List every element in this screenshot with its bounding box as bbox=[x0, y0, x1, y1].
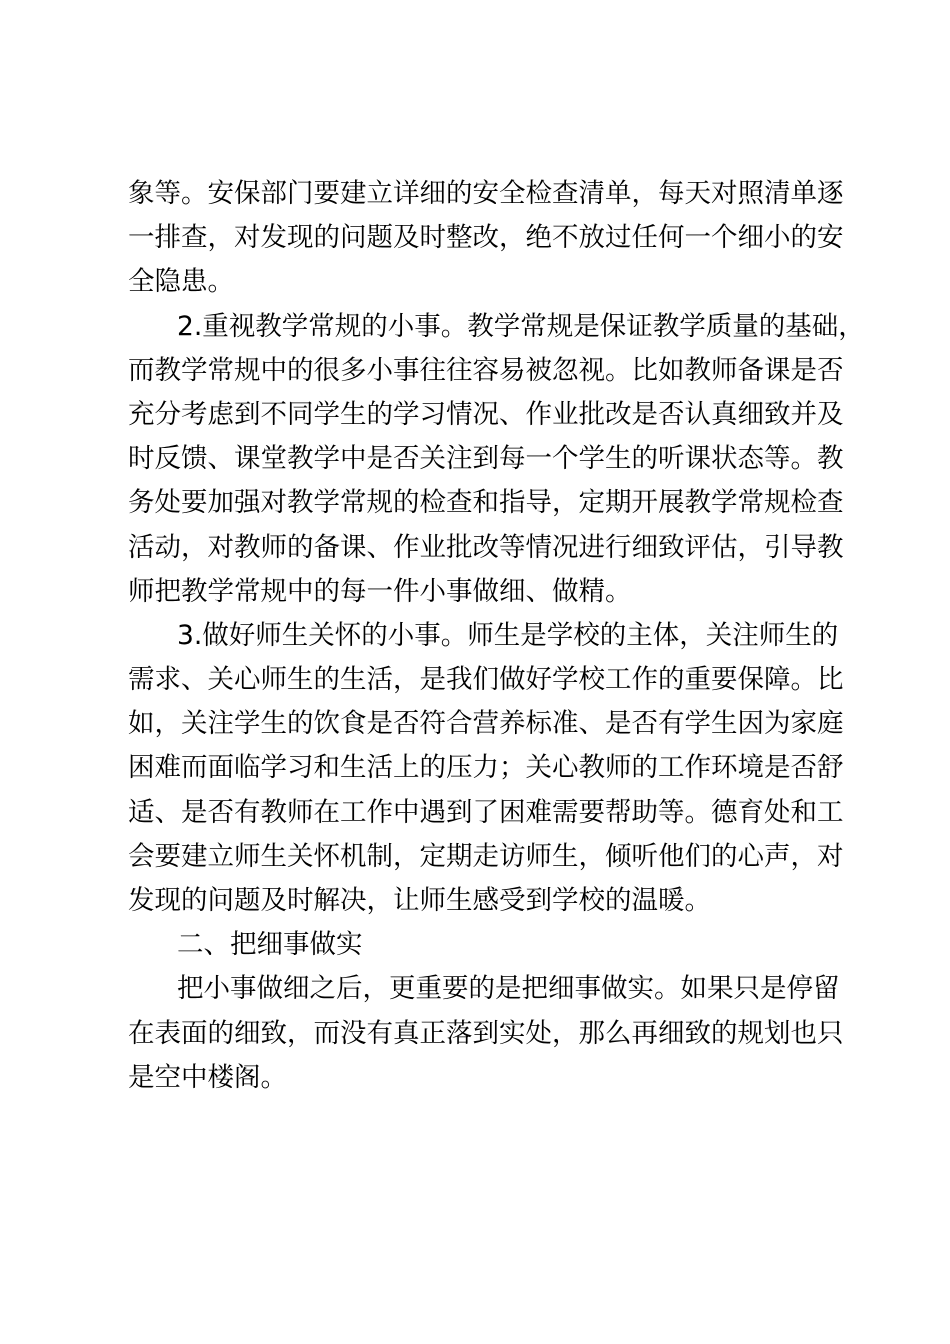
text-line: 在表面的细致，而没有真正落到实处，那么再细致的规划也只 bbox=[128, 1017, 844, 1049]
text-line: 是空中楼阁。 bbox=[128, 1061, 287, 1093]
text-line: 一排查，对发现的问题及时整改，绝不放过任何一个细小的安 bbox=[128, 222, 844, 254]
text-line: 需求、关心师生的生活，是我们做好学校工作的重要保障。比 bbox=[128, 664, 844, 696]
text-line: 如，关注学生的饮食是否符合营养标准、是否有学生因为家庭 bbox=[128, 708, 844, 740]
text-line: 把小事做细之后，更重要的是把细事做实。如果只是停留 bbox=[177, 973, 840, 1005]
text-line: 充分考虑到不同学生的学习情况、作业批改是否认真细致并及 bbox=[128, 398, 844, 430]
paragraph-heading-line: 2.重视教学常规的小事。教学常规是保证教学质量的基础， bbox=[177, 310, 865, 342]
document-body bbox=[128, 172, 865, 1100]
paragraph-heading-line: 3.做好师生关怀的小事。师生是学校的主体，关注师生的 bbox=[177, 619, 839, 651]
text-line: 师把教学常规中的每一件小事做细、做精。 bbox=[128, 575, 632, 607]
section-heading: 二、把细事做实 bbox=[177, 929, 363, 961]
text-line: 活动，对教师的备课、作业批改等情况进行细致评估，引导教 bbox=[128, 531, 844, 563]
text-line: 时反馈、课堂教学中是否关注到每一个学生的听课状态等。教 bbox=[128, 443, 844, 475]
text-line: 象等。安保部门要建立详细的安全检查清单，每天对照清单逐 bbox=[128, 178, 844, 209]
text-line: 发现的问题及时解决，让师生感受到学校的温暖。 bbox=[128, 885, 711, 916]
text-line: 适、是否有教师在工作中遇到了困难需要帮助等。德育处和工 bbox=[128, 796, 844, 828]
text-line: 困难而面临学习和生活上的压力；关心教师的工作环境是否舒 bbox=[128, 752, 844, 784]
text-line: 全隐患。 bbox=[128, 266, 234, 298]
text-line: 会要建立师生关怀机制，定期走访师生，倾听他们的心声，对 bbox=[128, 840, 844, 872]
text-line: 务处要加强对教学常规的检查和指导，定期开展教学常规检查 bbox=[128, 487, 844, 519]
text-line: 而教学常规中的很多小事往往容易被忽视。比如教师备课是否 bbox=[128, 354, 844, 386]
